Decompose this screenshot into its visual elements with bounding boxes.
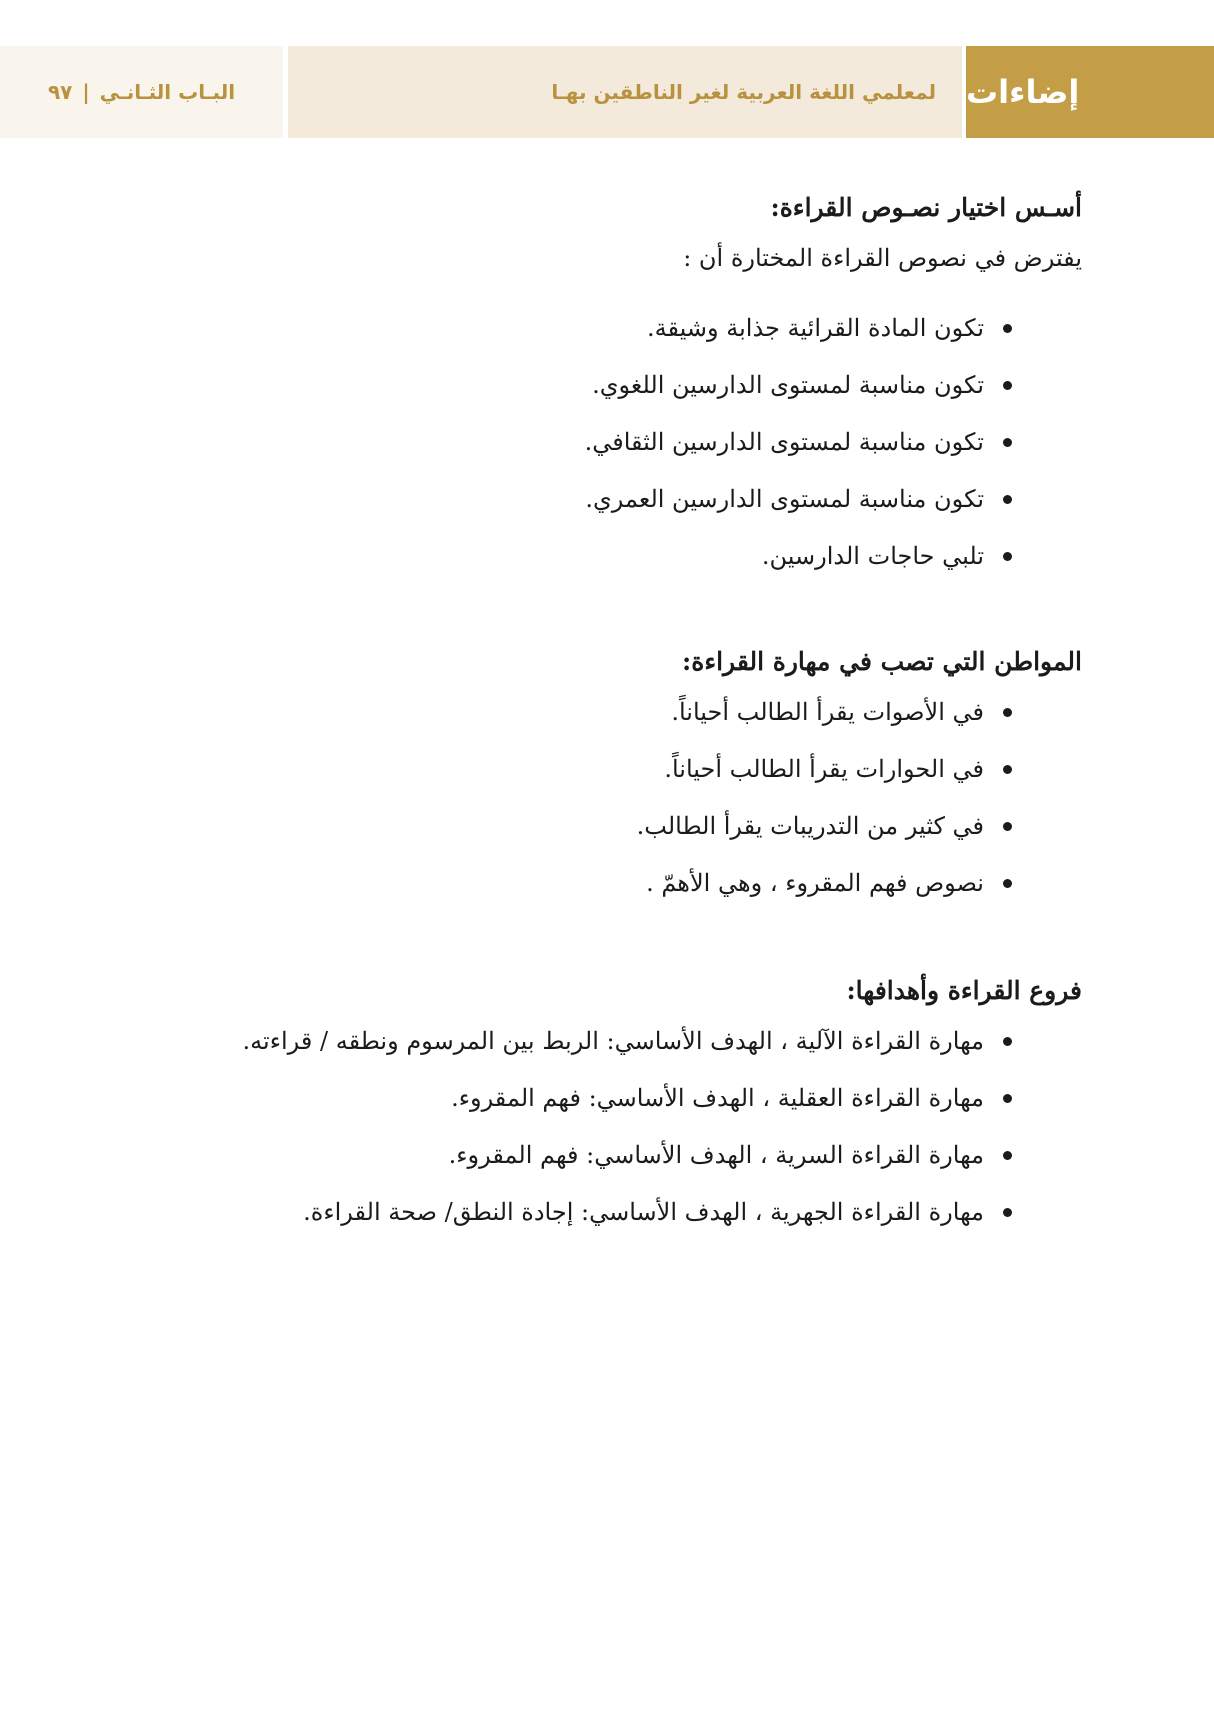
section-reading-contexts (220, 642, 1082, 903)
list-item (220, 1192, 1082, 1232)
bullet-icon (1003, 822, 1012, 831)
list-item (220, 692, 1082, 732)
list-item-text: في كثير من التدريبات يقرأ الطالب. (636, 812, 984, 840)
list-item (220, 1135, 1082, 1175)
list-item-text: في الأصوات يقرأ الطالب أحياناً. (671, 698, 984, 726)
book-subtitle: لمعلمي اللغة العربية لغير الناطقين بهـا (551, 80, 936, 104)
list-item (220, 422, 1082, 462)
bullet-list (220, 1021, 1082, 1232)
list-item (220, 863, 1082, 903)
section-title: فروع القراءة وأهدافها: (846, 976, 1082, 1005)
bullet-list (220, 308, 1082, 576)
list-item (220, 749, 1082, 789)
list-item-text: مهارة القراءة الآلية ، الهدف الأساسي: الربط بين المرسوم ونطقه / قراءته. (242, 1027, 984, 1055)
list-item (220, 1021, 1082, 1061)
section-title: أسـس اختيار نصـوص القراءة: (770, 193, 1082, 222)
subtitle-block (288, 46, 962, 138)
section-reading-text-selection (220, 188, 1082, 576)
list-item (220, 479, 1082, 519)
list-item-text: نصوص فهم المقروء ، وهي الأهمّ . (646, 869, 984, 897)
bullet-icon (1003, 324, 1012, 333)
bullet-icon (1003, 381, 1012, 390)
page-header (0, 46, 1214, 138)
page-number: ٩٧ (47, 80, 73, 104)
list-item (220, 308, 1082, 348)
section-title: المواطن التي تصب في مهارة القراءة: (682, 647, 1082, 676)
bullet-icon (1003, 1151, 1012, 1160)
list-item (220, 806, 1082, 846)
list-item-text: تلبي حاجات الدارسين. (761, 542, 984, 570)
bullet-list (220, 692, 1082, 903)
bullet-icon (1003, 495, 1012, 504)
header-separator: | (82, 80, 90, 104)
chapter-block (0, 46, 283, 138)
list-item-text: مهارة القراءة السرية ، الهدف الأساسي: فهم المقروء. (448, 1141, 984, 1169)
title-block (966, 46, 1214, 138)
list-item-text: في الحوارات يقرأ الطالب أحياناً. (664, 755, 984, 783)
list-item-text: تكون المادة القرائية جذابة وشيقة. (647, 314, 984, 342)
bullet-icon (1003, 708, 1012, 717)
bullet-icon (1003, 1208, 1012, 1217)
bullet-icon (1003, 552, 1012, 561)
list-item-text: تكون مناسبة لمستوى الدارسين العمري. (585, 485, 984, 513)
list-item (220, 365, 1082, 405)
book-title: إضاءات (966, 73, 1080, 111)
bullet-icon (1003, 879, 1012, 888)
list-item (220, 1078, 1082, 1118)
chapter-label: البـاب الثـانـي (99, 80, 236, 104)
list-item-text: تكون مناسبة لمستوى الدارسين اللغوي. (592, 371, 984, 399)
bullet-icon (1003, 1037, 1012, 1046)
list-item-text: تكون مناسبة لمستوى الدارسين الثقافي. (584, 428, 984, 456)
bullet-icon (1003, 1094, 1012, 1103)
list-item-text: مهارة القراءة الجهرية ، الهدف الأساسي: إجادة النطق/ صحة القراءة. (303, 1198, 984, 1226)
section-intro: يفترض في نصوص القراءة المختارة أن : (683, 244, 1082, 272)
list-item (220, 536, 1082, 576)
list-item-text: مهارة القراءة العقلية ، الهدف الأساسي: فهم المقروء. (451, 1084, 984, 1112)
bullet-icon (1003, 765, 1012, 774)
bullet-icon (1003, 438, 1012, 447)
section-reading-branches (220, 971, 1082, 1232)
page-content (220, 188, 1082, 1300)
